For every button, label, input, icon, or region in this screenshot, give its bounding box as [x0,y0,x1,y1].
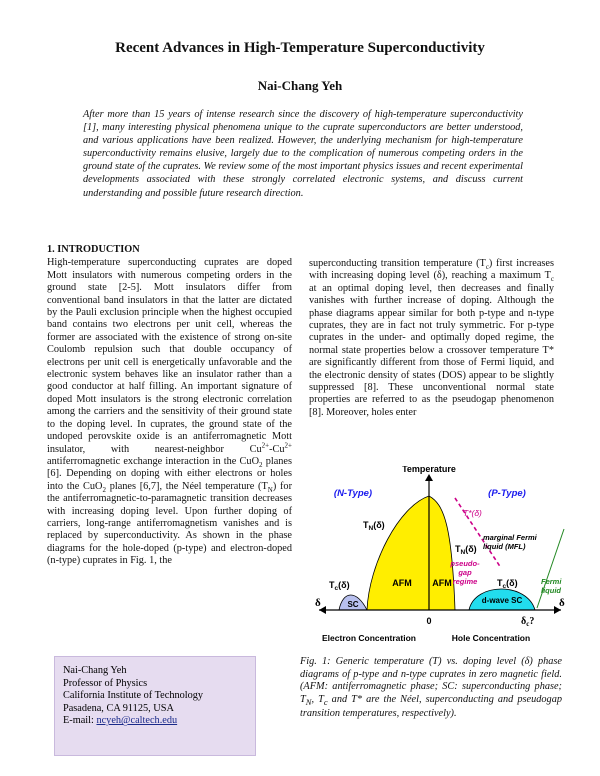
mfl-label-line1: marginal Fermi [483,533,537,542]
y-axis-label: Temperature [402,466,456,474]
y-axis-arrow [425,474,433,481]
tn-right-label: $T_N(\delta)$ [455,544,477,556]
pseudogap-label-line1: pseudo- [450,559,480,568]
delta-c-label: $\delta_c$? [521,616,535,628]
column-left [47,244,292,568]
email-link[interactable]: ncyeh@caltech.edu [96,715,178,727]
tc-left-label: $T_c(\delta)$ [329,580,350,592]
author-affiliation-box [54,656,256,756]
affiliation-position: Professor of Physics [63,677,148,689]
afm-region-left [367,496,429,610]
afm-right-label: AFM [432,578,452,588]
tstar-label: T*(δ) [463,508,482,518]
paper-title: Recent Advances in High-Temperature Superconductivity [115,40,485,56]
column-right [309,258,554,419]
afm-region-right [429,496,455,610]
affiliation-institution: California Institute of Technology [63,690,204,702]
sc-right-label: d-wave SC [481,596,523,605]
fermi-liquid-label-1: Fermi [541,577,562,586]
electron-concentration-label: Electron Concentration [322,633,416,643]
intro-paragraph-continued: superconducting transition temperature $(T_c)$ first increases with increasing doping level (δ), reaching a maximum $T_c$ at an optimal doping level, then decreases and finally vanishes with further increase of doping. Although the phase diagrams appear similar for both p-type and n-type cuprates, they are in fact not truly symmetric. For p-type cuprates in the under- and optimally doped regime, the normal state properties below a crossover temperature T* are significantly different from those of Fermi liquid, and the electronic density of states (DOS) appear to be slightly suppressed [8]. These unconventional normal state properties are referred to as the pseudogap phenomenon [8]. Moreover, holes enter [309,258,554,418]
tc-right-label: $T_c(\delta)$ [497,578,518,590]
caption-text: Generic temperature (T) vs. doping level (δ) phase diagrams of p-type and n-type cuprates in zero magnetic field. (AFM: antiferromagnetic phase; SC: superconducting phase; $T_N$, $T_c$ and T* are the Néel, superconducting and pseudogap transition temperatures, respectively). [300,656,562,720]
origin-label: 0 [426,616,432,626]
affiliation-email-row: E-mail: ncyeh@caltech.edu [63,715,178,727]
figure-caption [300,656,562,721]
affiliation-address: Pasadena, CA 91125, USA [63,702,174,714]
afm-left-label: AFM [392,578,412,588]
pseudogap-label-line3: regime [452,577,478,586]
fermi-liquid-label-2: liquid [541,586,561,595]
phase-diagram-figure [309,466,571,646]
pseudogap-label-line2: gap [458,568,472,577]
intro-paragraph: High-temperature superconducting cuprates are doped Mott insulators with numerous competing orders in the ground state [2-5]. Mott insulators differ from conventional band insulators in that the latter are dictated by the Pauli exclusion principle when the highest occupied band contains two electrons per unit cell, whereas the former are associated with the existence of strong on-site Coulomb repulsion such that double occupancy of electrons per unit cell is energetically unfavorable and the electronic system behaves like an insulator rather than a good conductor at half filling. An important signature of doped Mott insulators is the strong electronic correlation among the carriers and the sensitivity of their ground state to the doping level. In cuprates, the ground state of the undoped perovskite oxide is an antiferromagnetic Mott insulator, with nearest-neighbor $Cu^{2+}-Cu^{2+}$ antiferromagnetic exchange interaction in the CuO$_2$ planes [6]. Depending on doping with either electrons or holes into the CuO$_2$ planes [6,7], the Néel temperature $(T_N)$ for the antiferromagnetic-to-paramagnetic transition decreases with increasing doping level. Upon further doping of carriers, long-range antiferromagnetism vanishes and is replaced by superconductivity. As shown in the phase diagrams for the hole-doped (p-type) and electron-doped (n-type) cuprates in Fig. 1, the [47,257,292,567]
paper-author: Nai-Chang Yeh [257,78,343,93]
tn-left-label: $T_N(\delta)$ [363,520,385,532]
sc-left-label: SC [347,600,359,609]
delta-left-label: δ [315,597,321,609]
abstract: After more than 15 years of intense research since the discovery of high-temperature superconductivity [1], many interesting physical phenomena unique to the cuprate superconductors are better understood, and various applications have been realized. However, the underlying mechanism for high-temperature superconductivity remains elusive, largely due to the complication of numerous competing orders in the ground state of the cuprates. We review some of the most important physics issues and recent experimental developments associated with these strongly correlated electronic systems, and discuss current understanding and possible future research direction. [83,109,523,199]
hole-concentration-label: Hole Concentration [451,633,531,643]
section-heading: 1. INTRODUCTION [47,244,140,255]
caption-lead: Fig. 1: [300,656,331,667]
mfl-label-line2: liquid (MFL) [483,542,526,551]
affiliation-name: Nai-Chang Yeh [63,665,127,676]
delta-right-label: δ [559,597,565,609]
p-type-label: (P-Type) [488,488,526,499]
n-type-label: (N-Type) [333,488,373,499]
phase-diagram [309,466,571,646]
